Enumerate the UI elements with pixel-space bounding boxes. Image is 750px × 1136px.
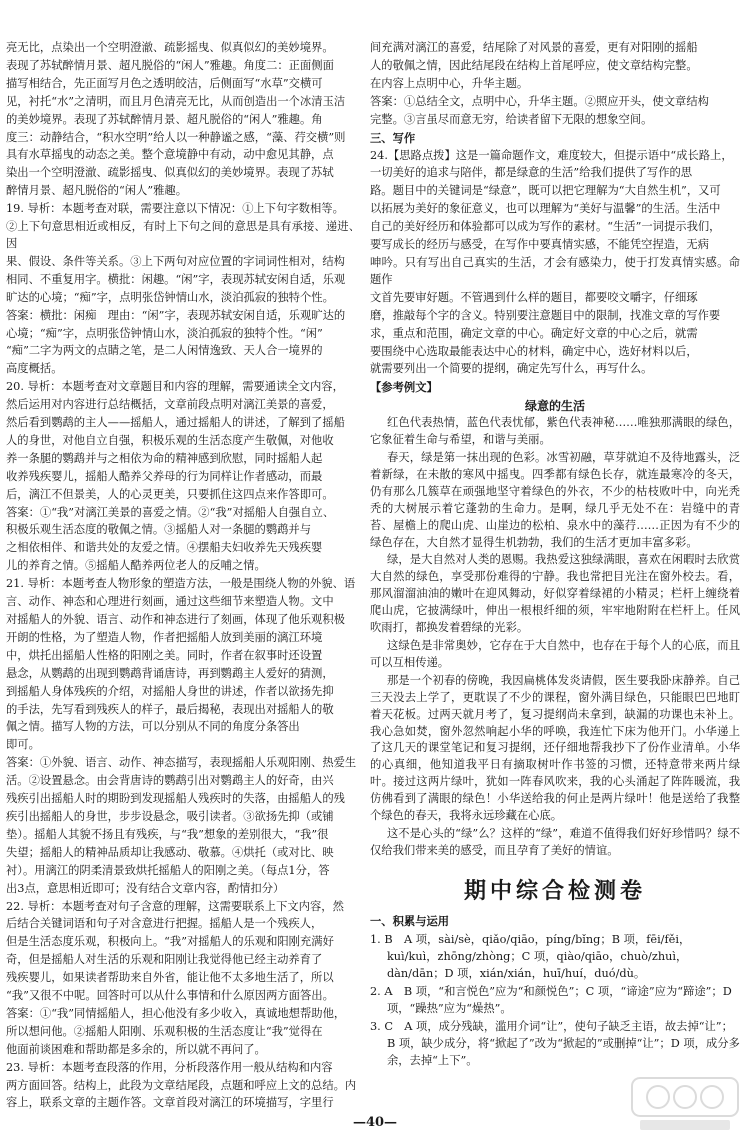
text-line: 的手法，先写看到残疾人的样子，最后揭秘，表现出对摇船人的敬 — [6, 702, 334, 716]
essay-paragraph: 这绿色是非常奥妙，它存在于大自然中，也存在于每个人的心底，而且可以互相传递。 — [370, 639, 740, 669]
text-line: 以拓展为美好的象征意义，也可以理解为“美好与温馨”的生活。生活中 — [370, 202, 721, 216]
text-line: 疾引出摇船人的身世，步步设悬念，吸引读者。③欲扬先抑（或铺 — [6, 809, 334, 823]
text-line: 后，漓江不但景美，人的心灵更美，只要抓住这四点来作答即可。 — [6, 487, 334, 501]
text-line: 的美妙境界。表现了苏轼醉情月景、超凡脱俗的“闲人”雅趣。角 — [6, 112, 323, 126]
text-line: 残疾引出摇船人时的期盼到发现摇船人残疾时的失落，由摇船人的残 — [6, 792, 345, 806]
text-line: 22. 导析：本题考查对句子含意的理解，这需要联系上下文内容，然 — [6, 899, 344, 913]
text-line: “我”又很不中呢。回答时可以从什么事情和什么原因两方面答出。 — [6, 989, 334, 1003]
text-line: 悬念，从鹦鹉的出现到鹦鹉背诵唐诗，再到鹦鹉主人爱好的猜测， — [6, 666, 334, 680]
reference-label: 【参考例文】 — [370, 380, 438, 395]
text-line: 答案：横批：闲痴 理由：“闲”字，表现苏轼安闲自适，乐观旷达的 — [6, 308, 346, 322]
section-heading-accumulation: 一、积累与运用 — [370, 914, 450, 928]
text-line: 具有水草摇曳的动态之美。整个意境静中有动，动中愈见其静，点 — [6, 148, 334, 162]
text-line: 文首先要审好题。不管遇到什么样的题目，都要咬文嚼字，仔细琢 — [370, 290, 698, 304]
essay-paragraph: 那是一个初春的傍晚，我因扁桃体发炎请假，医生要我卧床静养。自己三天没去上学了，更耽误了不少的课程，窗外满目绿色，只能眼巴巴地盯着天花板。过两天就月考了，复习提纲尚未拿到，缺漏的功课也未补上。我心急如焚，窗外忽然响起小华的呼唤，我连忙下床为他开门。小华递上了这几天的课堂笔记和复习提纲，还仔细地帮我抄下了份作业清单。小华的心真细，他知道我平日有摘取树叶作书签的习惯，还特意带来两片绿叶。接过这两片绿叶，犹如一阵春风吹来，我的心头涌起了阵阵暖流，我仿佛看到了满眼的绿色！小华送给我的何止是两片绿叶！他是送给了我整个绿色的春天，我将永远珍藏在心底。 — [370, 673, 740, 823]
essay-paragraph: 这不是心头的“绿”么？这样的“绿”，难道不值得我们好好珍惜吗？绿不仅给我们带来美的感受，而且孕育了美好的情谊。 — [370, 826, 740, 857]
sample-essay — [370, 415, 740, 860]
left-column — [6, 40, 360, 1113]
text-line: 垫）。摇船人其貌不扬且有残疾，与“我”想象的差别很大，“我”很 — [6, 827, 329, 841]
text-line: 心境；“痴”字，点明张岱钟情山水，淡泊孤寂的独特个性。“闲” — [6, 326, 323, 340]
writing-guidance — [370, 148, 740, 379]
text-line: 出3点，意思相近即可；没有结合文章内容，酌情扣分） — [6, 881, 285, 895]
text-line: “痴”二字为两文的点睛之笔，是二人闲情逸致、天人合一境界的 — [6, 344, 323, 358]
text-line: 就需要列出一个简要的提纲，确定先写什么，再写什么。 — [370, 362, 653, 376]
text-line: 中，烘托出摇船人性格的阳刚之美。同时，作者在叙事时还设置 — [6, 648, 323, 662]
text-line: 完整。③言虽尽而意无穷，给读者留下无限的想象空间。 — [370, 112, 653, 126]
text-line: 一切美好的追求与陪伴，都是绿意的生活”给我们提供了写作的思 — [370, 166, 693, 180]
text-line: 答案：①总结全文，点明中心，升华主题。②照应开头，使文章结构 — [370, 94, 709, 108]
answer-item: 1. B A 项，sài/sè，qiǎo/qiāo，píng/bǐng；B 项，fēi/fěi，kuì/kuì，zhōng/zhòng；C 项，qiào/qiāo，chuò/zhuì，dàn/dān；D 项，xián/xián，huī/huí，duó/dù。 — [370, 932, 691, 980]
text-line: 儿的养育之情。⑤摇船人酷养两位老人的反哺之情。 — [6, 559, 266, 573]
text-line: 人的身世，对他自立自强，积极乐观的生活态度产生敬佩，对他收 — [6, 433, 334, 447]
text-line: 开朗的性格，为了塑造人物，作者把摇船人放到美丽的漓江环境 — [6, 630, 323, 644]
text-line: 他面前谈困难和帮助都是多余的，所以就不再问了。 — [6, 1042, 266, 1056]
text-line: 旷达的心境；“痴”字，点明张岱钟情山水，淡泊孤寂的独特个性。 — [6, 290, 334, 304]
text-line: 到摇船人身体残疾的介绍，对摇船人身世的讲述，作者以欲扬先抑 — [6, 684, 334, 698]
text-line: 呻吟。只有写出自己真实的生活，才会有感染力，使于打发真情实感。命题作 — [370, 255, 740, 286]
text-line: 高度概括。 — [6, 362, 63, 376]
text-line: 但是生活态度乐观，积极向上。“我”对摇船人的乐观和阳刚充满好 — [6, 935, 334, 949]
answer-continuation — [370, 40, 740, 129]
text-line: 求，重点和范围，确定文章的中心。确定好文章的中心之后，就需 — [370, 326, 698, 340]
text-line: 佩之情。描写人物的方法，可以分别从不同的角度分条答出 — [6, 720, 300, 734]
text-line: 20. 导析：本题考查对文章题目和内容的理解，需要通读全文内容， — [6, 380, 344, 394]
text-line: 亮无比，点染出一个空明澄澈、疏影摇曳、似真似幻的美妙境界。 — [6, 41, 334, 54]
text-line: 失望；摇船人的精神品质却让我感动、敬慕。④烘托（或对比、映 — [6, 845, 334, 859]
text-line: 间充满对漓江的喜爱，结尾除了对风景的喜爱，更有对阳刚的摇船 — [370, 41, 698, 54]
text-line: 收养残疾婴儿，摇船人酷养父养母的行为同样让作者感动，而最 — [6, 469, 323, 483]
text-line: 果、假设、条件等关系。③上下两句对应位置的字词词性相对，结构 — [6, 254, 345, 268]
answer-list — [370, 931, 740, 1069]
text-line: 染出一个空明澄澈、疏影摇曳、似真似幻的美妙境界。表现了苏轼 — [6, 166, 334, 180]
text-line: 见，衬托“水”之清明，而且月色清亮无比，从而创造出一个冰清玉洁 — [6, 94, 346, 108]
essay-paragraph: 春天，绿是第一抹出现的色彩。冰雪初融，草芽就迫不及待地露头，泛着新绿，在未散的寒风中摇曳。四季都有绿色长存，就连最寒冷的冬天，仍有那么几簇草在顽强地坚守着绿色的外衣，不少的枯枝败叶中，向光秃秃的大树展示着它蓬勃的生命力。是啊，绿几乎无处不在：岩缝中的青苔、屋檐上的爬山虎、山崖边的松柏、泉水中的藻荇……正因为有不少的绿色存在，大自然才显得生机勃勃，我们的生活才更加丰富多彩。 — [370, 451, 740, 549]
text-line: 23. 导析：本题考查段落的作用，分析段落作用一般从结构和内容 — [6, 1060, 333, 1074]
text-line: 21. 导析：本题考查人物形象的塑造方法，一般是围绕人物的外貌、语 — [6, 577, 356, 591]
page-number: —40— — [352, 1115, 398, 1130]
text-line: 24.【思路点拨】这是一篇命题作文，难度较大，但提示语中“成长路上， — [370, 148, 733, 162]
watermark-logo — [630, 1074, 740, 1134]
text-line: 即可。 — [6, 738, 40, 752]
text-line: 然后看到鹦鹉的主人——摇船人，通过摇船人的讲述，了解到了摇船 — [6, 416, 345, 430]
text-line: 答案：①“我”同情摇船人，担心他没有多少收入，真诚地想帮助他， — [6, 1006, 346, 1020]
text-line: 所以想问他。②摇船人阳刚、乐观积极的生活态度让“我”觉得在 — [6, 1024, 323, 1038]
exam-title: 期中综合检测卷 — [463, 878, 646, 904]
text-line: 答案：①外貌、语言、动作、神态描写，表现摇船人乐观阳刚、热爱生 — [6, 756, 357, 770]
text-line: 在内容上点明中心，升华主题。 — [370, 76, 529, 90]
text-line: 活。②设置悬念。由会背唐诗的鹦鹉引出对鹦鹉主人的好奇，由兴 — [6, 774, 334, 788]
text-line: 磨，推敲每个字的含义。特别要注意题目中的限制，找准文章的写作要 — [370, 308, 721, 322]
text-line: 容上，联系文章的主题作答。文章首段对漓江的环境描写，字里行 — [6, 1096, 334, 1110]
text-line: 要围绕中心选取最能表达中心的材料，确定中心，选好材料以后， — [370, 344, 698, 358]
text-line: 路。题目中的关键词是“绿意”，既可以把它理解为“大自然生机”，又可 — [370, 184, 721, 198]
text-line: 然后运用对内容进行总结概括，文章前段点明对漓江美景的喜爱， — [6, 398, 334, 412]
text-line: 醉情月景、超凡脱俗的“闲人”雅趣。 — [6, 184, 188, 198]
answer-item: 2. A B 项，“和言悦色”应为“和颜悦色”；C 项，“谛途”应为“蹄途”；D 项，“躁热”应为“燥热”。 — [370, 984, 732, 1015]
essay-title: 绿意的生活 — [524, 399, 585, 414]
text-line: 衬）。用漓江的阴柔清景致烘托摇船人的阳刚之美。（每点1分，答 — [6, 863, 330, 877]
text-line: 积极乐观生活态度的敬佩之情。③摇船人对一条腿的鹦鹉并与 — [6, 523, 312, 537]
text-line: 养一条腿的鹦鹉并与之相依为命的精神感到欣慰，同时摇船人起 — [6, 451, 323, 465]
essay-paragraph: 红色代表热情，蓝色代表忧郁，紫色代表神秘……唯独那满眼的绿色，它象征着生命与希望，和谐与美丽。 — [370, 416, 740, 447]
text-line: 奇，但是摇船人对生活的乐观和阳刚让我觉得他已经主动养育了 — [6, 953, 323, 967]
text-line: 度三：动静结合，“积水空明”给人以一种静谧之感，“藻、荇交横”则 — [6, 130, 346, 144]
text-line: 之相依相伴、和谐共处的友爱之情。④摆船夫妇收养先天残疾婴 — [6, 541, 323, 555]
text-line: 言、动作、神态和心理进行刻画，通过这些细节来塑造人物。文中 — [6, 595, 334, 609]
right-column — [370, 40, 740, 1070]
text-line: 对摇船人的外貌、语言、动作和神态进行了刻画，体现了他乐观积极 — [6, 613, 345, 626]
text-line: 两方面回答。结构上，此段为文章结尾段，点题和呼应上文的总结。内 — [6, 1078, 357, 1092]
text-line: 后结合关键词语和句子对含意进行把握。摇船人是一个残疾人， — [6, 917, 323, 931]
text-line: 描写相结合，先正面写月色之透明皎洁，后侧面写“水草”交横可 — [6, 76, 323, 90]
section-heading-writing: 三、写作 — [370, 131, 416, 145]
answer-item: 3. C A 项，成分残缺，滥用介词“让”，使句子缺乏主语，故去掉“让”；B 项，缺少成分，将“掀起了”改为“掀起的”或删掉“让”；D 项，成分多余，去掉“上下”。 — [370, 1019, 740, 1067]
text-line: 残疾婴儿，如果读者帮助来自外省，能让他不太多地生活了，所以 — [6, 971, 334, 985]
text-line: 19. 导析：本题考查对联，需要注意以下情况：①上下句字数相等。 — [6, 202, 344, 216]
text-line: 表现了苏轼醉情月景、超凡脱俗的“闲人”雅趣。角度二：正面侧面 — [6, 58, 334, 72]
essay-paragraph: 绿，是大自然对人类的恩赐。我热爱这独绿满眼，喜欢在闲暇时去欣赏大自然的绿色，享受那份难得的宁静。我也常把目光注在窗外校去。看，那风溜溜油油的嫩叶在迎风舞动，好似穿着绿裙的小精灵；栏杆上缠绕着爬山虎，它披满绿叶，伸出一根根纤细的须，牢牢地附附在栏杆上。任风吹雨打，都换发着碧绿的光彩。 — [370, 553, 740, 635]
text-line: ②上下句意思相近或相反，有时上下句之间的意思是具有承接、递进、因 — [6, 220, 360, 250]
text-line: 要写成长的经历与感受，在写作中要真情实感，不能凭空捏造，无病 — [370, 238, 709, 252]
text-line: 相同、不重复用字。横批：闲趣。“闲”字，表现苏轼安闲自适，乐观 — [6, 272, 346, 286]
text-line: 答案：①“我”对漓江美景的喜爱之情。②“我”对摇船人自强自立、 — [6, 505, 335, 519]
text-line: 自己的美好经历和体验都可以成为写作的素材。“生活”一词提示我们， — [370, 220, 721, 234]
text-line: 人的敬佩之情，因此结尾段在结构上首尾呼应，使文章结构完整。 — [370, 58, 698, 72]
